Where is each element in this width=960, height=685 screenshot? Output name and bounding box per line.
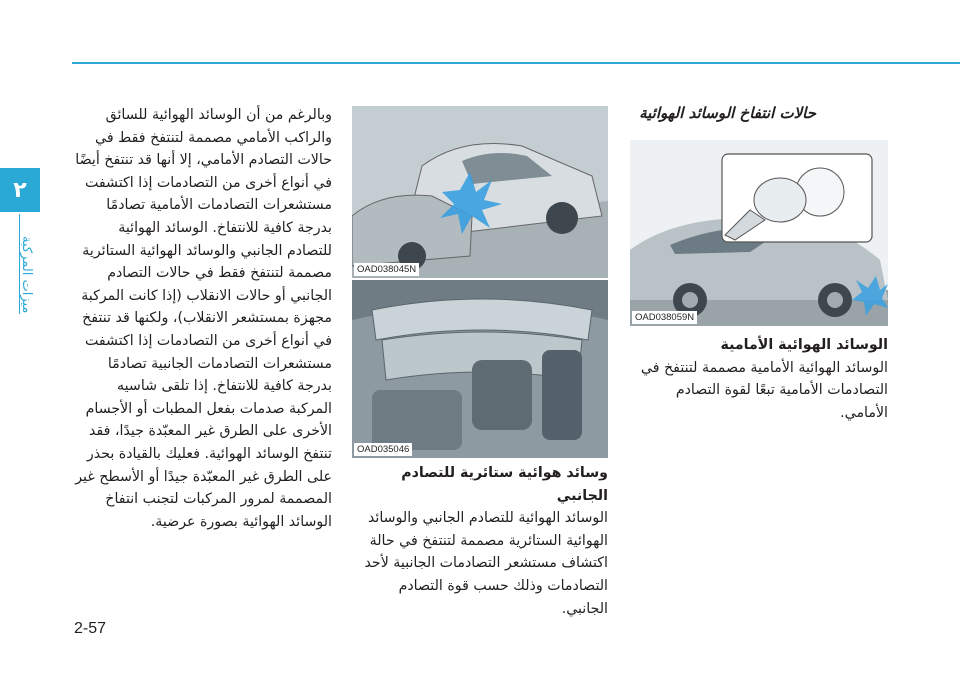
figure-code: OAD038045N	[354, 263, 419, 276]
front-airbag-figure	[630, 140, 888, 326]
chapter-tab: ٢	[0, 168, 40, 212]
front-airbags-paragraph: الوسائد الهوائية الأمامية مصممة لتنتفخ في التصادمات الأمامية تبعًا لقوة التصادم الأمامي.	[640, 359, 888, 421]
middle-column-text	[352, 462, 608, 620]
right-column-text	[630, 334, 888, 424]
figure-code: OAD038059N	[632, 311, 697, 324]
section-title: حالات انتفاخ الوسائد الهوائية	[639, 104, 816, 122]
side-curtain-airbags-heading: وسائد هوائية ستائرية للتصادم الجانبي	[401, 465, 608, 504]
left-column-text	[74, 104, 332, 533]
side-impact-figure	[352, 106, 608, 278]
deployment-conditions-paragraph: وبالرغم من أن الوسائد الهوائية للسائق والراكب الأمامي مصممة لتنتفخ فقط في حالات التصادم الأمامي، إلا أنها قد تنتفخ أيضًا في أنواع أخرى من التصادمات إذا اكتشفت مستشعرات التصادمات الأمامية تصادمًا بدرجة كافية للانتفاخ. الوسائد الهوائية للتصادم الجانبي والوسائد الهوائية الستائرية مصممة لتنتفخ فقط في حالات التصادم الجانبي أو حالات الانقلاب (إذا كانت المركبة مجهزة بمستشعر الانقلاب)، ولكنها قد تنتفخ في أنواع أخرى من التصادمات إذا اكتشفت مستشعرات التصادمات الجانبية تصادمًا بدرجة كافية للانتفاخ. إذا تلقى شاسيه المركبة صدمات بفعل المطبات أو الأجسام الأخرى على الطرق غير المعبّدة جيدًا، فقد تنتفخ الوسائد الهوائية. فعليك بالقيادة بحذر على الطرق غير المعبّدة جيدًا أو الأسطح غير المصممة لمرور المركبات لتجنب انتفاخ الوسائد الهوائية بصورة عرضية.	[75, 107, 332, 530]
page-number: 2-57	[74, 620, 107, 637]
side-curtain-airbags-paragraph: الوسائد الهوائية للتصادم الجانبي والوسائد الهوائية الستائرية مصممة لتنتفخ في حالة اكتشاف مستشعر التصادمات الجانبية لأحد التصادمات وذلك حسب قوة التصادم الجانبي.	[364, 510, 608, 617]
front-airbags-heading: الوسائد الهوائية الأمامية	[720, 337, 888, 353]
top-rule	[72, 62, 960, 64]
figure-code: OAD035046	[354, 443, 412, 456]
chapter-label: ميزات المركبة	[19, 236, 34, 314]
curtain-airbag-figure	[352, 280, 608, 458]
